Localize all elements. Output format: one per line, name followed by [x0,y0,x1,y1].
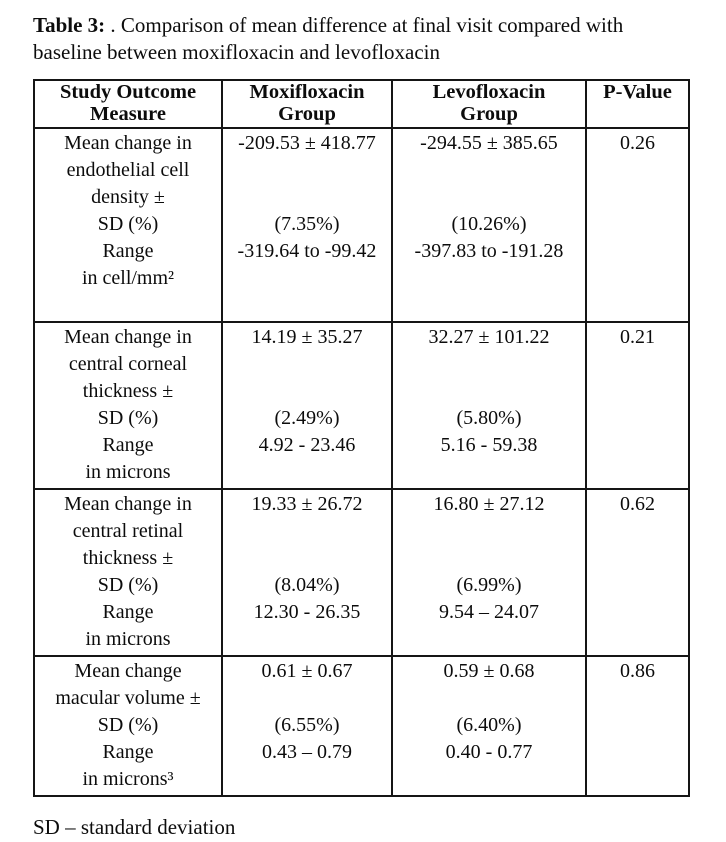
cell-line: -397.83 to -191.28 [414,240,564,262]
header-line: Group [460,102,518,125]
cell-line: Mean change in [64,326,192,348]
cell-line: (7.35%) [274,213,340,235]
cell-line [225,351,389,378]
moxifloxacin-cell [222,656,392,796]
sd-footnote: SD – standard deviation [33,815,236,839]
cell-line: 12.30 - 26.35 [253,601,361,623]
cell-line: Mean change [74,660,182,682]
cell-line: SD (%) [97,714,159,736]
cell-line: 0.59 ± 0.68 [443,660,535,682]
table-row [34,489,689,656]
comparison-table [33,79,690,797]
cell-line: endothelial cell [66,159,190,181]
p-value-cell [586,489,689,656]
cell-line [225,545,389,572]
cell-line: density ± [91,186,165,208]
levofloxacin-cell [392,489,586,656]
cell-line: SD (%) [97,407,159,429]
cell-line: (10.26%) [451,213,527,235]
cell-line [225,378,389,405]
cell-line [395,545,583,572]
cell-line [225,518,389,545]
table-caption [33,12,695,66]
cell-line [395,626,583,653]
cell-line: 9.54 – 24.07 [439,601,539,623]
cell-line: 0.26 [620,132,655,154]
cell-line: Mean change in [64,493,192,515]
cell-line: 0.40 - 0.77 [445,741,533,763]
cell-line: in microns³ [82,768,174,790]
cell-line [225,157,389,184]
cell-line: in microns [85,628,171,650]
table-row [34,128,689,322]
header-cell-p-value [586,80,689,128]
moxifloxacin-cell [222,128,392,322]
cell-line: 4.92 - 23.46 [258,434,356,456]
header-line: P-Value [603,81,672,103]
cell-line [37,292,219,319]
cell-line [395,292,583,319]
header-line: Moxifloxacin [249,81,365,103]
cell-line: (8.04%) [274,574,340,596]
cell-line: thickness ± [82,380,174,402]
cell-line [395,518,583,545]
cell-line [395,157,583,184]
cell-line: Range [102,240,154,262]
table-row [34,322,689,489]
table-header-row [34,80,689,128]
cell-line: central retinal [72,520,184,542]
levofloxacin-cell [392,656,586,796]
cell-line: thickness ± [82,547,174,569]
cell-line: Range [102,434,154,456]
moxifloxacin-cell [222,322,392,489]
header-cell-study-outcome-measure [34,80,222,128]
cell-line: 19.33 ± 26.72 [251,493,363,515]
table-caption-label: Table 3: [33,13,106,37]
table-header [34,80,689,128]
measure-cell [34,322,222,489]
cell-line: (5.80%) [456,407,522,429]
p-value-cell [586,322,689,489]
levofloxacin-cell [392,322,586,489]
cell-line [395,378,583,405]
header-line: Levofloxacin [432,81,546,103]
cell-line: (2.49%) [274,407,340,429]
cell-line: 0.21 [620,326,655,348]
cell-line: 14.19 ± 35.27 [251,326,363,348]
cell-line [225,459,389,486]
cell-line: -209.53 ± 418.77 [238,132,376,154]
measure-cell [34,128,222,322]
cell-line: 16.80 ± 27.12 [433,493,545,515]
cell-line: (6.40%) [456,714,522,736]
cell-line [395,459,583,486]
p-value-cell [586,656,689,796]
header-cell-levofloxacin-group [392,80,586,128]
measure-cell [34,489,222,656]
cell-line: 0.61 ± 0.67 [261,660,353,682]
cell-line: Mean change in [64,132,192,154]
cell-line [395,351,583,378]
header-line: Measure [90,102,166,125]
cell-line: SD (%) [97,213,159,235]
cell-line [225,184,389,211]
cell-line [225,685,389,712]
cell-line [395,766,583,793]
moxifloxacin-cell [222,489,392,656]
cell-line [225,766,389,793]
cell-line: macular volume ± [55,687,201,709]
table-caption-text: . Comparison of mean difference at final visit compared with baseline between moxifloxacin and levofloxacin [33,13,624,64]
cell-line [225,292,389,319]
cell-line: Range [102,601,154,623]
cell-line: 0.62 [620,493,655,515]
header-cell-moxifloxacin-group [222,80,392,128]
header-line: Group [278,102,336,125]
cell-line: in cell/mm² [81,267,175,289]
measure-cell [34,656,222,796]
cell-line: Range [102,741,154,763]
cell-line [395,685,583,712]
cell-line: (6.55%) [274,714,340,736]
levofloxacin-cell [392,128,586,322]
cell-line: in microns [85,461,171,483]
cell-line: 5.16 - 59.38 [440,434,538,456]
table-body [34,128,689,796]
cell-line [395,184,583,211]
cell-line: central corneal [68,353,188,375]
cell-line: 0.86 [620,660,655,682]
table-row [34,656,689,796]
cell-line: -294.55 ± 385.65 [420,132,558,154]
cell-line [225,626,389,653]
cell-line: (6.99%) [456,574,522,596]
header-line: Study Outcome [59,81,197,103]
cell-line [225,265,389,292]
cell-line [395,265,583,292]
cell-line: 32.27 ± 101.22 [428,326,550,348]
cell-line: -319.64 to -99.42 [237,240,377,262]
cell-line: 0.43 – 0.79 [262,741,352,763]
cell-line: SD (%) [97,574,159,596]
p-value-cell [586,128,689,322]
